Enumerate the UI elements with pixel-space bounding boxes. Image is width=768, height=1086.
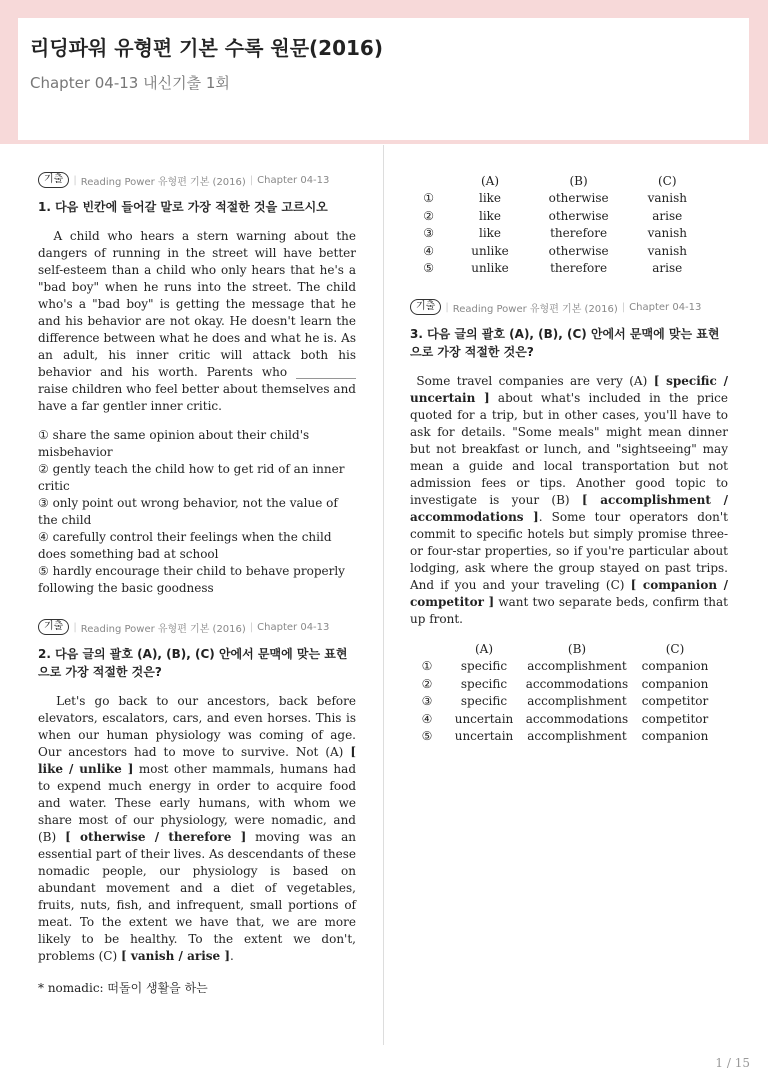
- table-row: [410, 260, 710, 278]
- table-cell: unlike: [471, 243, 509, 258]
- table-row: [410, 207, 710, 225]
- table-cell: vanish: [647, 243, 687, 258]
- exam-badge: 기출: [38, 619, 69, 635]
- table-header-row: [410, 172, 710, 190]
- table-cell: companion: [641, 676, 709, 691]
- table-cell: otherwise: [548, 191, 609, 206]
- table-header: (C): [657, 173, 677, 188]
- table-row: [410, 675, 720, 693]
- column-divider: [383, 145, 384, 1045]
- table-cell: accommodations: [525, 711, 629, 726]
- table-cell: vanish: [647, 226, 687, 241]
- source-label: Reading Power 유형편 기본 (2016): [452, 303, 618, 315]
- page-number: 1 / 15: [715, 1056, 750, 1070]
- exam-badge: 기출: [38, 172, 69, 188]
- passage-text: most other mammals, humans had to expend much energy in order to acquire food and water. These early humans, with whom we share most of our physiology, were nomadic, and (B): [38, 762, 356, 844]
- table-cell: ⑤: [423, 261, 435, 276]
- option-5: ⑤ hardly encourage their child to behave properly following the basic goodness: [38, 564, 345, 595]
- choice-bracket-c: [ vanish / arise ]: [120, 949, 230, 963]
- left-column: [38, 172, 356, 996]
- table-cell: uncertain: [454, 729, 514, 744]
- question-3-answer-table: [410, 640, 720, 745]
- table-cell: competitor: [641, 711, 709, 726]
- table-header: [410, 172, 447, 190]
- passage-text: want two separate beds, confirm that up front.: [410, 595, 728, 626]
- table-cell: companion: [641, 729, 709, 744]
- passage-text: moving was an essential part of their lives. As descendants of these nomadic people, our physiology is based on abundant movement and a diet of vegetables, fruits, nuts, fish, and infrequent, small portions of meat. To the extent we have that, we are more likely to be healthy. To the extent we don't, problems (C): [38, 830, 356, 963]
- table-row: [410, 242, 710, 260]
- question-3-passage: [410, 373, 728, 628]
- table-cell: specific: [460, 676, 508, 691]
- question-3-title: 3. 다음 글의 괄호 (A), (B), (C) 안에서 문맥에 맞는 표현으로 가장 적절한 것은?: [410, 327, 720, 359]
- table-cell: like: [478, 226, 502, 241]
- footnote: * nomadic: 떠돌이 생활을 하는: [38, 981, 208, 995]
- option-1: ① share the same opinion about their child's misbehavior: [38, 428, 310, 459]
- table-cell: uncertain: [454, 711, 514, 726]
- table-cell: vanish: [647, 191, 687, 206]
- passage-text: . Some tour operators don't commit to specific hotels but simply promise three- or four-star properties, so if you're particular about lodging, ask where the group stayed on past trips. And if you and your traveling (C): [410, 510, 728, 592]
- passage-text: A child who hears a stern warning about the dangers of running in the street will have better self-esteem than a child who only hears that he's a "bad boy" when he runs into the street. The child who's a "bad boy" is getting the message that he and his behavior are not okay. He doesn't learn the difference between what he does and what he is. As an adult, his inner critic will attack both his behavior and his worth. Parents who __________ raise children who feel better about themselves and have a far gentler inner critic.: [38, 229, 356, 413]
- separator: |: [73, 621, 77, 633]
- choice-bracket-b: [ otherwise / therefore ]: [65, 830, 247, 844]
- table-cell: ⑤: [421, 729, 433, 744]
- table-cell: specific: [460, 694, 508, 709]
- table-cell: specific: [460, 659, 508, 674]
- table-cell: ①: [423, 191, 435, 206]
- table-header: (A): [481, 173, 500, 188]
- question-1-options: [38, 427, 356, 597]
- option-4: ④ carefully control their feelings when the child does something bad at school: [38, 530, 332, 561]
- chapter-label: Chapter 04-13: [257, 621, 330, 633]
- question-3-block: [410, 299, 728, 745]
- table-cell: ②: [423, 208, 435, 223]
- separator: |: [249, 174, 254, 186]
- table-cell: companion: [641, 659, 709, 674]
- separator: |: [73, 174, 77, 186]
- exam-badge: 기출: [410, 299, 441, 315]
- table-header-row: [410, 640, 720, 658]
- table-cell: ④: [421, 711, 433, 726]
- table-row: [410, 728, 720, 746]
- choice-bracket-c: [ companion / competitor ]: [410, 578, 729, 609]
- question-source-line: [38, 619, 356, 635]
- table-row: [410, 710, 720, 728]
- table-cell: ④: [423, 243, 435, 258]
- question-1-passage: [38, 228, 356, 415]
- table-cell: competitor: [641, 694, 709, 709]
- table-cell: therefore: [550, 261, 608, 276]
- passage-text: .: [230, 949, 234, 963]
- table-cell: like: [478, 208, 502, 223]
- chapter-label: Chapter 04-13: [629, 301, 702, 313]
- table-cell: therefore: [550, 226, 608, 241]
- question-1-title: 1. 다음 빈칸에 들어갈 말로 가장 적절한 것을 고르시오: [38, 200, 328, 214]
- chapter-label: Chapter 04-13: [257, 174, 330, 186]
- table-cell: ③: [421, 694, 433, 709]
- question-2-title: 2. 다음 글의 괄호 (A), (B), (C) 안에서 문맥에 맞는 표현으로 가장 적절한 것은?: [38, 647, 348, 679]
- question-2-answer-table: [410, 172, 710, 277]
- separator: |: [621, 301, 626, 313]
- separator: |: [445, 301, 449, 313]
- choice-bracket-a: [ specific / uncertain ]: [410, 374, 728, 405]
- passage-text: Let's go back to our ancestors, back before elevators, escalators, cars, and even horses. This is when our human physiology was coming of age. Our ancestors had to move to survive. Not (A): [38, 694, 356, 759]
- table-cell: accomplishment: [527, 729, 627, 744]
- question-2-block: [38, 619, 356, 996]
- table-header: (B): [569, 173, 588, 188]
- page-subtitle: Chapter 04-13 내신기출 1회: [30, 74, 230, 92]
- right-column: [410, 172, 728, 745]
- option-3: ③ only point out wrong behavior, not the value of the child: [38, 496, 338, 527]
- choice-bracket-a: [ like / unlike ]: [38, 745, 356, 776]
- page-title: 리딩파워 유형편 기본 수록 원문(2016): [30, 36, 383, 60]
- table-cell: arise: [652, 261, 683, 276]
- passage-text: about what's included in the price quoted for a trip, but in other cases, you'll have to ask for details. "Some meals" might mean dinner but not breakfast or lunch, and "sightseeing" may mean a guide and local transportation but not admission fees or tips. Another good topic to investigate is your (B): [410, 391, 728, 507]
- table-header: (B): [567, 641, 587, 656]
- table-cell: accomplishment: [527, 659, 627, 674]
- choice-bracket-b: [ accomplishment / accommodations ]: [410, 493, 729, 524]
- table-cell: otherwise: [548, 208, 609, 223]
- source-label: Reading Power 유형편 기본 (2016): [80, 176, 246, 188]
- table-cell: ③: [423, 226, 435, 241]
- table-header: (C): [665, 641, 685, 656]
- question-source-line: [410, 299, 728, 315]
- table-row: [410, 693, 720, 711]
- table-row: [410, 658, 720, 676]
- separator: |: [249, 621, 254, 633]
- table-cell: arise: [652, 208, 683, 223]
- question-2-passage: [38, 693, 356, 965]
- question-source-line: [38, 172, 356, 188]
- passage-text: Some travel companies are very (A): [416, 374, 654, 388]
- option-2: ② gently teach the child how to get rid of an inner critic: [38, 462, 345, 493]
- table-cell: accommodations: [525, 676, 629, 691]
- table-cell: ②: [421, 676, 433, 691]
- table-cell: accomplishment: [527, 694, 627, 709]
- source-label: Reading Power 유형편 기본 (2016): [80, 623, 246, 635]
- table-cell: like: [478, 191, 502, 206]
- table-header: [410, 640, 444, 658]
- table-row: [410, 190, 710, 208]
- table-cell: ①: [421, 659, 433, 674]
- table-row: [410, 225, 710, 243]
- table-cell: unlike: [471, 261, 509, 276]
- table-header: (A): [474, 641, 494, 656]
- table-cell: otherwise: [548, 243, 609, 258]
